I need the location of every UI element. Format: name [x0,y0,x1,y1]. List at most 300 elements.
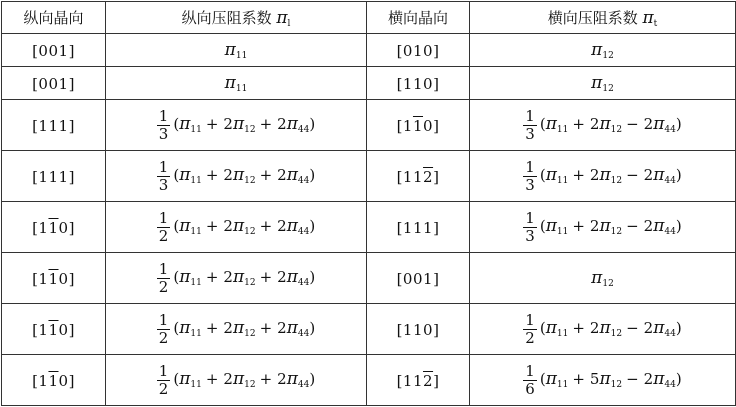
subscript: 44 [664,380,676,390]
bracket-open: [ [32,116,39,135]
fraction [523,159,537,194]
fraction-denominator: 3 [525,226,535,245]
index-digit: 0 [423,320,434,339]
pi-symbol: π [653,114,665,134]
subscript: 11 [190,329,202,339]
pi-symbol: π [276,7,288,28]
piezoresistive-coefficient-table [1,1,736,406]
pi-symbol: π [599,114,611,134]
crystal-direction [32,372,75,390]
crystal-direction [397,270,440,288]
subscript: 12 [610,227,623,237]
operator: − [626,217,639,235]
index-digit: 1 [412,320,424,339]
transverse-direction-cell [367,100,470,151]
coefficient: 2 [643,370,654,388]
pi-symbol: π [179,369,191,389]
bracket-close: ] [68,41,75,60]
bracket-open: [ [32,269,39,288]
table-row [2,202,736,253]
coefficient: 2 [589,115,600,133]
paren-close: ) [675,166,682,184]
coefficient: 2 [589,166,600,184]
bracket-close: ] [68,74,75,93]
subscript: 12 [244,278,256,288]
header-longitudinal-coefficient-label: 纵向压阻系数 [181,8,272,27]
bracket-open: [ [396,167,403,186]
pi-symbol: π [286,318,298,338]
subscript: 12 [602,83,614,94]
table-row [2,304,736,355]
operator: + [259,166,273,184]
header-transverse-direction: 横向晶向 [367,2,470,34]
operator: + [259,370,273,388]
bracket-open: [ [396,218,403,237]
index-digit: 0 [423,41,434,60]
transverse-coefficient-cell [470,151,736,202]
index-digit-negative: 2 [423,371,434,390]
pi-symbol: π [591,72,603,93]
operator: + [572,115,585,133]
coefficient-expression [523,361,682,398]
operator: + [205,217,219,235]
fraction-numerator: 1 [525,361,535,380]
operator: + [259,268,273,286]
subscript: t [653,18,658,29]
subscript: 11 [190,176,202,186]
operator: + [572,319,585,337]
index-digit: 0 [402,41,413,60]
index-digit: 0 [423,74,434,93]
crystal-direction [397,321,440,339]
operator: − [626,166,639,184]
index-digit: 1 [38,371,49,390]
index-digit: 0 [58,371,69,390]
pi-symbol: π [286,267,298,287]
longitudinal-coefficient-cell [106,34,367,67]
subscript: 44 [297,227,310,237]
index-digit: 1 [412,74,424,93]
operator: − [626,319,639,337]
index-digit-negative: 1 [48,371,59,390]
coefficient: 2 [589,319,600,337]
bracket-close: ] [68,116,75,135]
crystal-direction [397,219,440,237]
pi-symbol: π [179,267,191,287]
subscript: 44 [664,329,676,339]
paren-open: ( [173,166,180,184]
paren-close: ) [309,268,316,286]
pi-symbol: π [179,165,191,185]
index-digit: 1 [402,74,413,93]
index-digit: 0 [58,269,69,288]
subscript: 12 [610,176,623,186]
bracket-open: [ [396,41,403,60]
fraction [157,108,171,143]
coefficient-expression [523,106,682,143]
paren-close: ) [309,217,316,235]
coefficient-expression [157,310,316,347]
pi-symbol: π [545,318,557,338]
subscript: 11 [556,329,569,339]
crystal-direction [32,219,75,237]
subscript: 11 [556,380,569,390]
fraction-denominator: 3 [525,175,535,194]
pi-symbol: π [224,72,236,93]
header-longitudinal-coefficient [106,2,367,34]
subscript: 12 [602,278,614,289]
coefficient: 2 [223,217,233,235]
longitudinal-direction-cell [2,34,106,67]
paren-open: ( [539,319,546,337]
bracket-open: [ [396,74,403,93]
subscript: 12 [244,380,256,390]
paren-open: ( [173,370,180,388]
coefficient-expression [157,157,316,194]
operator: + [259,115,273,133]
bracket-open: [ [396,116,403,135]
coefficient-expression [157,259,316,296]
bracket-open: [ [32,371,39,390]
table-row [2,67,736,100]
index-digit: 1 [58,74,69,93]
paren-open: ( [173,319,180,337]
pi-symbol: π [232,318,245,338]
index-digit: 1 [402,167,413,186]
paren-close: ) [675,370,682,388]
fraction [157,312,171,347]
paren-close: ) [309,166,316,184]
table-row [2,34,736,67]
longitudinal-coefficient-cell [106,100,367,151]
index-digit-negative: 1 [48,269,59,288]
coefficient: 2 [223,319,233,337]
fraction [157,159,171,194]
subscript: l [287,18,291,29]
index-digit: 1 [423,269,434,288]
index-digit-negative: 1 [48,320,59,339]
transverse-coefficient-cell [470,253,736,304]
index-digit: 1 [402,218,413,237]
bracket-close: ] [68,269,75,288]
header-transverse-coefficient [470,2,736,34]
fraction [523,210,537,245]
coefficient-expression [157,361,316,398]
table-row [2,151,736,202]
transverse-coefficient-cell [470,34,736,67]
header-transverse-coefficient-label: 横向压阻系数 [547,8,638,27]
bracket-open: [ [396,371,403,390]
index-digit: 1 [38,167,49,186]
index-digit: 1 [423,218,434,237]
fraction-numerator: 1 [525,157,535,176]
index-digit: 1 [48,116,59,135]
longitudinal-coefficient-cell [106,202,367,253]
paren-open: ( [539,217,546,235]
fraction-numerator: 1 [158,106,169,125]
index-digit-negative: 1 [48,218,59,237]
bracket-open: [ [32,320,39,339]
subscript: 11 [235,50,248,61]
index-digit: 1 [38,269,49,288]
subscript: 12 [602,50,614,61]
fraction-numerator: 1 [158,208,169,227]
subscript: 11 [190,380,202,390]
pi-symbol: π [653,318,665,338]
transverse-coefficient-cell [470,67,736,100]
subscript: 12 [244,227,256,237]
fraction [523,312,537,347]
paren-close: ) [675,115,682,133]
bracket-open: [ [32,74,39,93]
transverse-direction-cell [367,253,470,304]
longitudinal-coefficient-cell [106,253,367,304]
subscript: 12 [244,329,256,339]
transverse-direction-cell [367,67,470,100]
fraction-numerator: 1 [525,208,535,227]
index-digit: 1 [38,218,49,237]
crystal-direction [32,75,75,93]
transverse-direction-cell [367,151,470,202]
longitudinal-direction-cell [2,253,106,304]
subscript: 44 [664,176,676,186]
subscript: 11 [556,176,569,186]
operator: + [572,370,585,388]
bracket-close: ] [433,218,440,237]
fraction [523,108,537,143]
index-digit: 1 [38,116,49,135]
subscript: 11 [190,278,202,288]
index-digit: 1 [412,41,424,60]
crystal-direction [32,270,75,288]
paren-open: ( [539,166,546,184]
pi-symbol: π [224,39,236,60]
longitudinal-coefficient-cell [106,67,367,100]
coefficient-expression [523,157,682,194]
transverse-direction-cell [367,304,470,355]
operator: + [205,370,219,388]
paren-close: ) [675,319,682,337]
subscript: 12 [244,125,256,135]
index-digit: 1 [402,116,413,135]
subscript: 44 [297,329,310,339]
pi-symbol: π [286,369,298,389]
subscript: 11 [556,227,569,237]
index-digit: 0 [402,269,413,288]
bracket-open: [ [32,41,39,60]
coefficient-expression [225,74,248,92]
paren-close: ) [309,115,316,133]
coefficient: 2 [223,268,233,286]
transverse-coefficient-cell [470,202,736,253]
index-digit: 1 [402,320,413,339]
operator: − [626,370,639,388]
fraction-numerator: 1 [158,157,169,176]
pi-symbol: π [179,216,191,236]
fraction [157,363,171,398]
pi-symbol: π [591,39,603,60]
fraction-denominator: 2 [158,328,169,347]
operator: + [259,319,273,337]
index-digit: 0 [412,269,424,288]
operator: + [205,319,219,337]
pi-symbol: π [232,267,245,287]
pi-symbol: π [286,114,298,134]
pi-symbol: π [545,165,557,185]
index-digit-negative: 1 [412,116,424,135]
pi-symbol: π [232,369,245,389]
operator: + [259,217,273,235]
coefficient-expression [225,41,248,59]
coefficient: 2 [643,319,654,337]
pi-symbol: π [286,165,298,185]
coefficient: 2 [643,115,654,133]
fraction-denominator: 6 [525,379,535,398]
crystal-direction [32,321,75,339]
index-digit: 1 [38,320,49,339]
index-digit: 1 [412,218,424,237]
fraction [157,261,171,296]
crystal-direction [397,168,440,186]
coefficient: 2 [277,319,287,337]
paren-open: ( [173,268,180,286]
subscript: 44 [664,227,676,237]
subscript: 44 [297,176,310,186]
crystal-direction [397,117,440,135]
pi-symbol: π [545,216,557,236]
fraction-numerator: 1 [158,361,169,380]
coefficient: 2 [643,166,654,184]
index-digit: 1 [48,167,59,186]
pi-symbol: π [232,216,245,236]
transverse-coefficient-cell [470,355,736,406]
fraction-denominator: 3 [158,124,169,143]
operator: + [205,115,219,133]
bracket-close: ] [68,167,75,186]
index-digit: 1 [412,167,424,186]
index-digit: 1 [58,116,69,135]
crystal-direction [32,42,75,60]
crystal-direction [397,75,440,93]
transverse-direction-cell [367,355,470,406]
subscript: 11 [235,83,248,94]
bracket-open: [ [32,218,39,237]
coefficient: 5 [589,370,600,388]
transverse-coefficient-cell [470,100,736,151]
bracket-close: ] [433,41,440,60]
bracket-close: ] [433,371,440,390]
coefficient-expression [591,41,614,59]
header-longitudinal-direction: 纵向晶向 [2,2,106,34]
coefficient: 2 [589,217,600,235]
bracket-open: [ [396,320,403,339]
pi-symbol: π [599,318,611,338]
subscript: 12 [244,176,256,186]
subscript: 44 [297,125,310,135]
longitudinal-direction-cell [2,151,106,202]
index-digit: 1 [58,167,69,186]
fraction-numerator: 1 [525,106,535,125]
coefficient: 2 [277,166,287,184]
operator: + [205,268,219,286]
paren-open: ( [539,370,546,388]
fraction [157,210,171,245]
bracket-close: ] [433,269,440,288]
pi-symbol: π [599,369,611,389]
fraction-numerator: 1 [158,310,169,329]
bracket-close: ] [68,218,75,237]
operator: − [626,115,639,133]
index-digit: 0 [48,41,59,60]
coefficient-expression [157,106,316,143]
bracket-close: ] [433,74,440,93]
longitudinal-direction-cell [2,67,106,100]
paren-open: ( [539,115,546,133]
crystal-direction [397,42,440,60]
fraction-denominator: 2 [158,226,169,245]
fraction-denominator: 2 [158,379,169,398]
transverse-direction-cell [367,202,470,253]
pi-symbol: π [545,114,557,134]
index-digit: 0 [38,41,49,60]
bracket-open: [ [396,269,403,288]
fraction-denominator: 2 [158,277,169,296]
pi-symbol: π [232,165,245,185]
crystal-direction [397,372,440,390]
pi-symbol: π [545,369,557,389]
table-row [2,253,736,304]
fraction-denominator: 3 [158,175,169,194]
subscript: 11 [190,227,202,237]
pi-symbol: π [653,369,665,389]
bracket-close: ] [433,167,440,186]
pi-symbol: π [179,114,191,134]
index-digit: 0 [48,74,59,93]
longitudinal-coefficient-cell [106,355,367,406]
fraction-numerator: 1 [525,310,535,329]
fraction-denominator: 3 [525,124,535,143]
longitudinal-direction-cell [2,355,106,406]
crystal-direction [32,117,75,135]
coefficient: 2 [223,370,233,388]
coefficient: 2 [223,166,233,184]
index-digit: 1 [402,371,413,390]
bracket-close: ] [68,320,75,339]
coefficient-expression [523,310,682,347]
header-row [2,2,736,34]
index-digit: 1 [58,41,69,60]
bracket-close: ] [433,116,440,135]
coefficient-expression [591,269,614,287]
pi-symbol: π [599,216,611,236]
paren-close: ) [675,217,682,235]
coefficient: 2 [277,370,287,388]
operator: + [572,217,585,235]
index-digit: 1 [412,371,424,390]
index-digit: 0 [38,74,49,93]
bracket-open: [ [32,167,39,186]
table-row [2,355,736,406]
bracket-close: ] [433,320,440,339]
subscript: 12 [610,380,623,390]
pi-symbol: π [286,216,298,236]
table-row [2,100,736,151]
bracket-close: ] [68,371,75,390]
pi-symbol: π [591,267,603,288]
transverse-direction-cell [367,34,470,67]
fraction-denominator: 2 [525,328,535,347]
subscript: 11 [190,125,202,135]
